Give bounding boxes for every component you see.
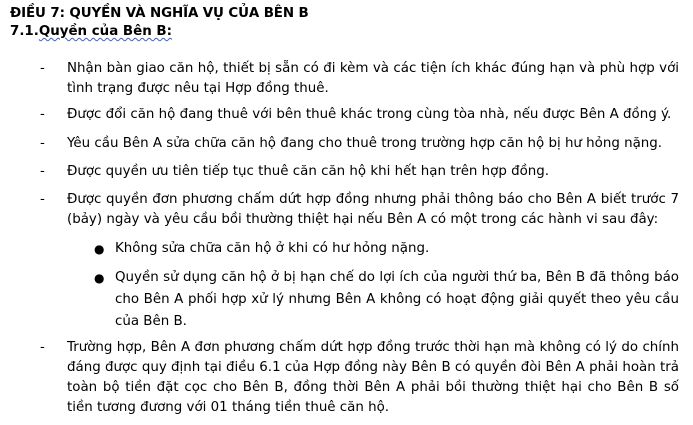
list-item: Yêu cầu Bên A sửa chữa căn hộ đang cho thuê trong trường hợp căn hộ bị hư hỏng nặng. [67,136,663,151]
sub-list-item: Quyền sử dụng căn hộ ở bị hạn chế do lợi ích của người thứ ba, Bên B đã thông báo cho Bên A phối hợp xử lý nhưng Bên A không có hoạt động giải quyết theo yêu cầu của Bên B. [115,270,679,329]
section-number: 7.1. [10,24,39,39]
section-title: Quyền của Bên B: [38,24,172,39]
article-heading: ĐIỀU 7: QUYỀN VÀ NGHĨA VỤ CỦA BÊN B [10,6,309,21]
dash-marker: - [40,136,45,151]
dash-marker: - [40,164,45,179]
list-item: Được quyền đơn phương chấm dứt hợp đồng nhưng phải thông báo cho Bên A biết trước 7 (bảy) ngày và yêu cầu bồi thường thiệt hại nếu Bên A có một trong các hành vi sau đây: [67,192,679,227]
list-item: Được đổi căn hộ đang thuê với bên thuê khác trong cùng tòa nhà, nếu được Bên A đồng ý. [67,107,672,122]
dash-marker: - [40,107,45,122]
list-item: Nhận bàn giao căn hộ, thiết bị sẵn có đi kèm và các tiện ích khác đúng hạn và phù hợp với tình trạng được nêu tại Hợp đồng thuê. [67,61,679,96]
bullet-marker: ● [94,271,105,285]
sub-list-item: Không sửa chữa căn hộ ở khi có hư hỏng nặng. [115,241,430,256]
dash-marker: - [40,340,45,355]
bullet-marker: ● [94,242,105,256]
list-item: Được quyền ưu tiên tiếp tục thuê căn căn hộ khi hết hạn trên hợp đồng. [67,164,550,179]
list-item: Trường hợp, Bên A đơn phương chấm dứt hợp đồng trước thời hạn mà không có lý do chính đáng được quy định tại điều 6.1 của Hợp đồng này Bên B có quyền đòi Bên A phải hoàn trả toàn bộ tiền đặt cọc cho Bên B, đồng thời Bên A phải bồi thường thiệt hại cho Bên B số tiền tương đương với 01 tháng tiền thuê căn hộ. [67,340,679,415]
dash-marker: - [40,61,45,76]
section-heading [10,24,172,39]
dash-marker: - [40,192,45,207]
